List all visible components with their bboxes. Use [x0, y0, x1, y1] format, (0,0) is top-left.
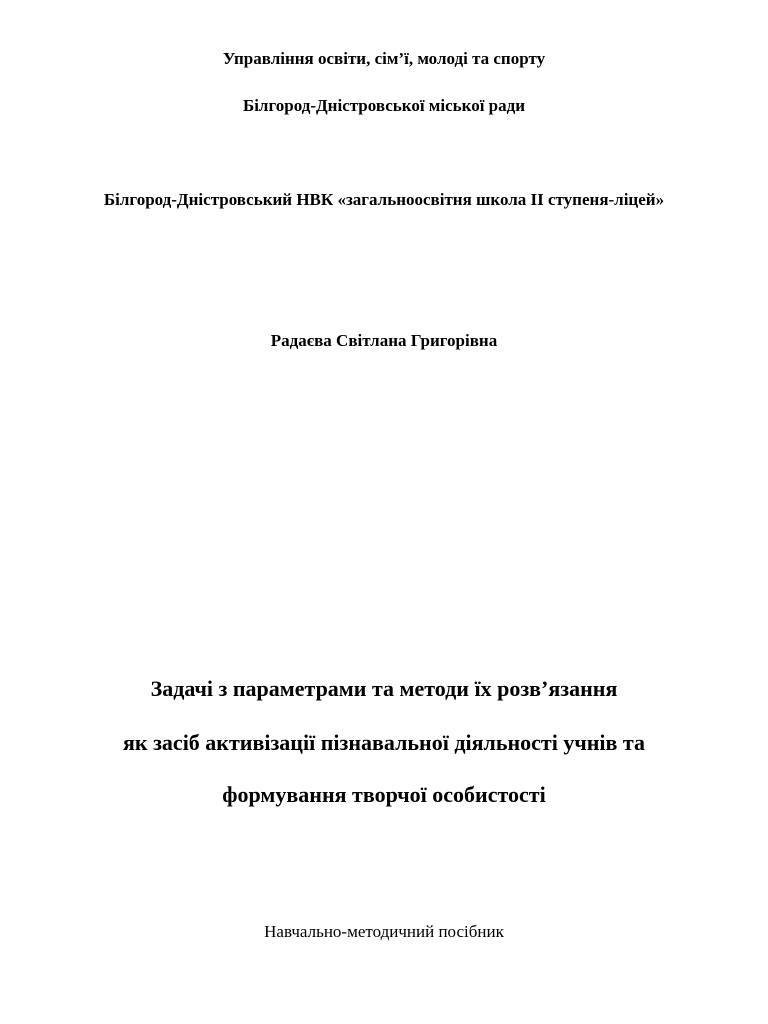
- author-name: Радаєва Світлана Григорівна: [270, 331, 498, 350]
- institution-name: Білгород-Дністровський НВК «загальноосвітня школа ІІ ступеня-ліцей»: [103, 190, 665, 209]
- title-line-1: Задачі з параметрами та методи їх розв’язання: [150, 676, 618, 701]
- city-council-name: Білгород-Дністровської міської ради: [242, 96, 526, 115]
- document-type: Навчально-методичний посібник: [264, 922, 504, 941]
- title-line-2: як засіб активізації пізнавальної діяльності учнів та: [123, 730, 645, 755]
- title-line-3: формування творчої особистості: [222, 782, 546, 807]
- department-name: Управління освіти, сім’ї, молоді та спорту: [222, 49, 546, 68]
